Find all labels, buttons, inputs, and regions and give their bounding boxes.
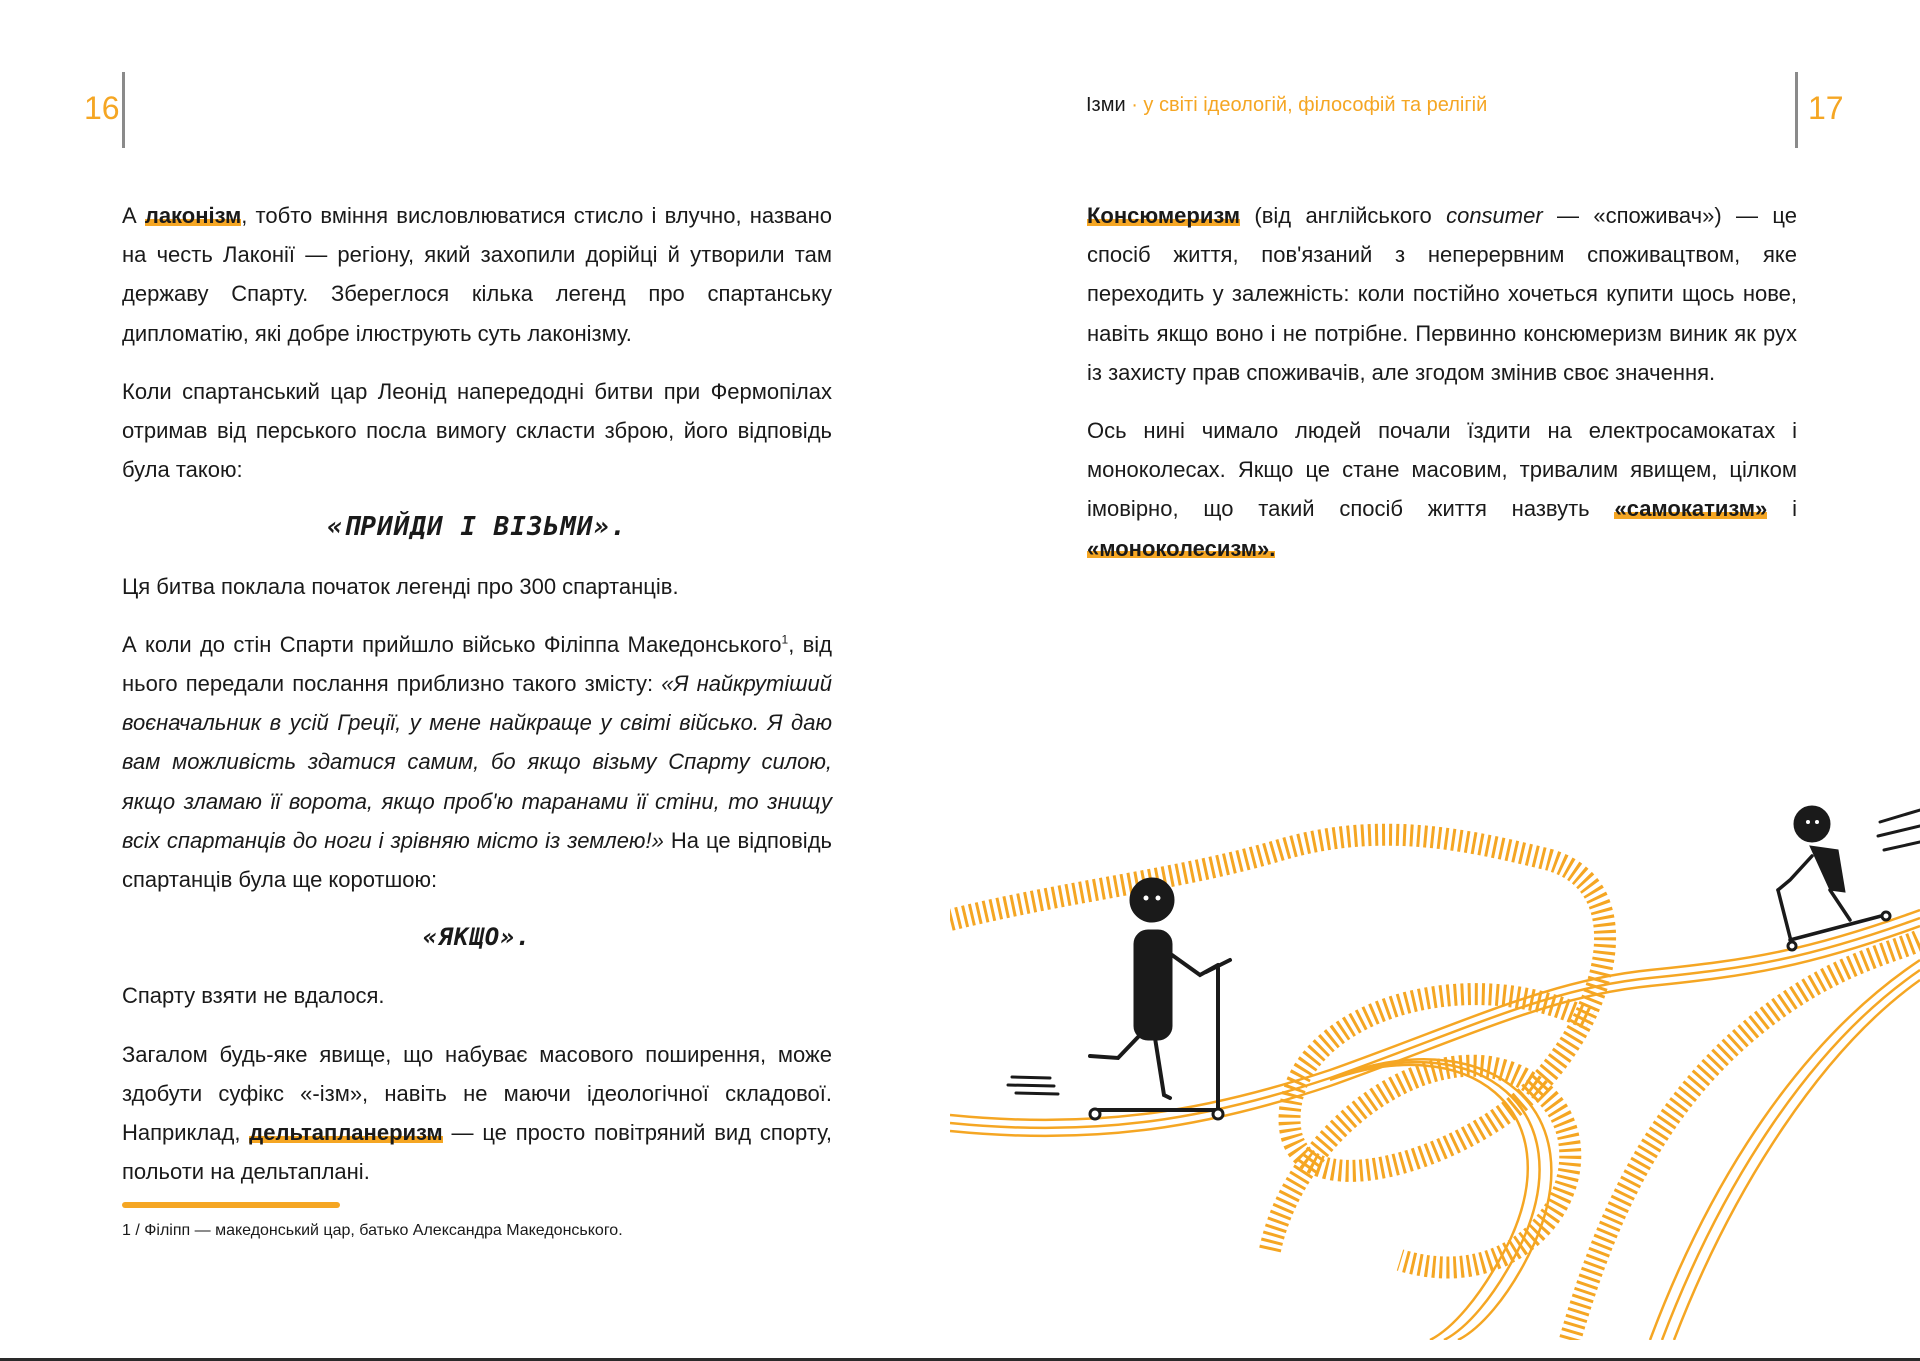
text-run: , тобто вміння висловлюватися стисло і влучно, названо на честь Лаконії — регіону, який захопили дорійці й утворили там державу Спарту. Збереглося кілька легенд про спартанську дипломатію, які добре ілюструють суть лаконізму. bbox=[122, 203, 832, 346]
left-page-number: 16 bbox=[84, 90, 120, 126]
text-run: — «споживач») — це спосіб життя, пов'язаний з неперервним споживацтвом, яке переходить у залежність: коли постійно хочеться купити щось нове, навіть якщо воно і не потрібне. Первинно консюмеризм виник як рух із захисту прав споживачів, але згодом змінив своє значення. bbox=[1087, 203, 1797, 385]
text-run: (від англійського bbox=[1240, 203, 1447, 228]
paragraph-sparta-not-taken: Спарту взяти не вдалося. bbox=[122, 983, 385, 1009]
text-run: На це відповідь спартанців була ще коротшою: bbox=[122, 827, 832, 893]
paragraph-suffix-ism bbox=[122, 1035, 832, 1192]
paragraph-leonidas: Коли спартанський цар Леонід напередодні битви при Фермопілах отримав від перського посла вимогу скласти зброю, його відповідь була такою: bbox=[122, 378, 832, 483]
footnote: 1 / Філіпп — македонський цар, батько Александра Македонського. bbox=[122, 1222, 623, 1239]
highlighted-term-consumerism: Консюмеризм bbox=[1087, 203, 1241, 228]
paragraph-300-spartans: Ця битва поклала початок легенді про 300 спартанців. bbox=[122, 573, 679, 599]
text-run: А коли до стін Спарти прийшло військо Філіппа Македонського bbox=[122, 631, 782, 657]
highlighted-term-hang-gliding: дельтапланеризм bbox=[249, 1120, 443, 1146]
paragraph-laconism bbox=[122, 196, 832, 353]
highlighted-term-laconism: лаконізм bbox=[144, 203, 242, 228]
right-page-number-rule bbox=[1795, 72, 1798, 148]
motion-lines-icon bbox=[1008, 1077, 1058, 1094]
text-run: — це просто повітряний вид спорту, польоти на дельтаплані. bbox=[122, 1120, 832, 1185]
highlighted-term-monowheelism: «моноколесизм». bbox=[1087, 535, 1276, 561]
footnote-rule bbox=[122, 1202, 340, 1208]
left-page-number-rule bbox=[122, 72, 125, 148]
text-run: А bbox=[122, 203, 145, 228]
text-run: і bbox=[1767, 496, 1797, 522]
road-stripes-illustration bbox=[950, 835, 1920, 1340]
handwritten-quote-if: «ЯКЩО». bbox=[422, 923, 532, 952]
footnote-mark: 1 bbox=[781, 632, 789, 647]
running-head-subtitle: · у світі ідеологій, філософій та релігій bbox=[1125, 94, 1488, 116]
foreign-word: consumer bbox=[1446, 203, 1543, 228]
paragraph-scooters bbox=[1087, 411, 1797, 568]
left-page-body bbox=[122, 196, 832, 1210]
rider-left bbox=[1090, 878, 1230, 1119]
text-run: Ось нині чимало людей почали їздити на електросамокатах і моноколесах. Якщо це стане масовим, тривалим явищем, цілком імовірно, що такий спосіб життя назвуть bbox=[1087, 418, 1797, 522]
highlighted-term-scooterism: «самокатизм» bbox=[1614, 496, 1768, 522]
paragraph-consumerism bbox=[1087, 196, 1797, 392]
handwritten-quote-come-and-take: «ПРИЙДИ І ВІЗЬМИ». bbox=[327, 512, 627, 543]
text-run: Загалом будь-яке явище, що набуває масового поширення, може здобути суфікс «-ізм», навіть не маючи ідеологічної складової. Наприклад, bbox=[122, 1041, 832, 1146]
right-page-number: 17 bbox=[1808, 90, 1844, 126]
paragraph-philip bbox=[122, 625, 832, 899]
running-head-book-title: Ізми bbox=[1086, 94, 1126, 116]
running-head bbox=[1086, 94, 1487, 117]
right-page-body bbox=[1087, 196, 1797, 587]
motion-lines-icon bbox=[1878, 810, 1920, 850]
philip-message-quote: «Я найкрутіший воєначальник в усій Греції, у мене найкраще у світі військо. Я даю вам можливість здатися самим, бо якщо візьму Спарту силою, якщо зламаю її ворота, якщо проб'ю таранами її стіни, то знищу всіх спартанців до ноги і зрівняю місто із землею!» bbox=[122, 671, 832, 853]
rider-right bbox=[1778, 806, 1890, 950]
scooter-rider-illustration bbox=[950, 780, 1920, 1340]
text-run: , від нього передали послання приблизно такого змісту: bbox=[122, 631, 832, 697]
